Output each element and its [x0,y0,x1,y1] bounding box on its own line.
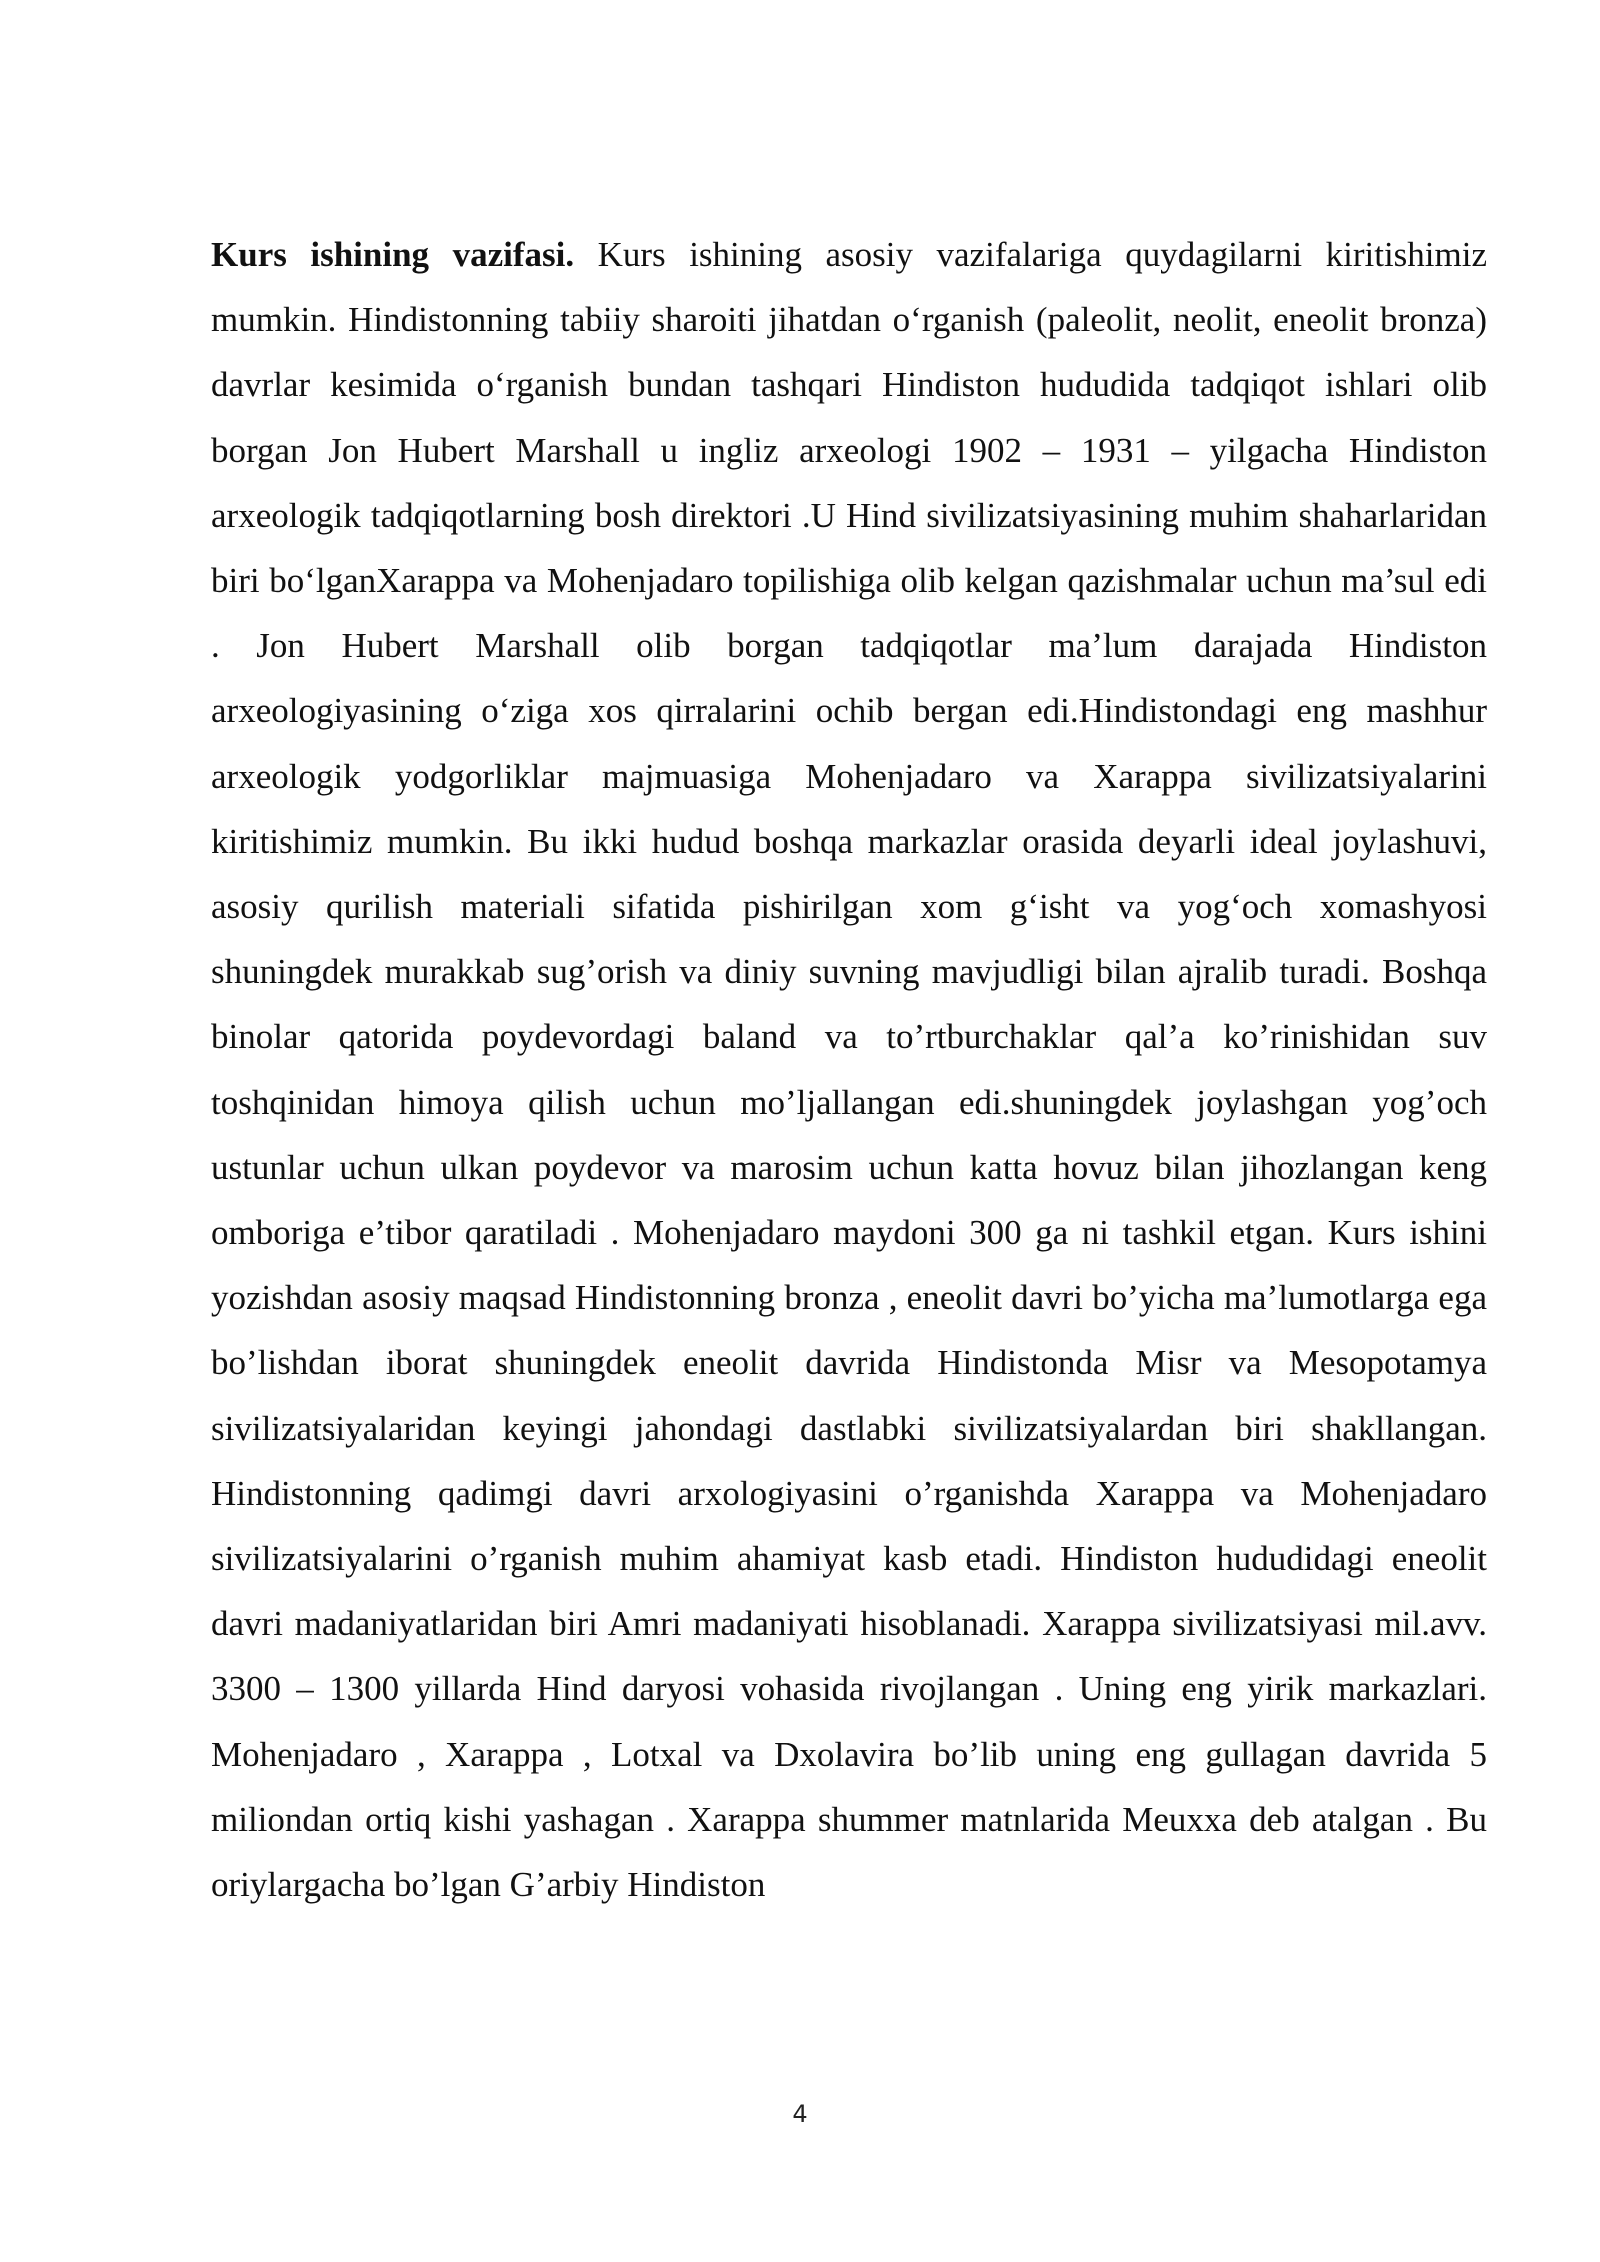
section-lead-title: Kurs ishining vazifasi. [211,235,575,274]
paragraph-text: Kurs ishining asosiy vazifalariga quydagilarni kiritishimiz mumkin. Hindistonning tabiiy sharoiti jihatdan o‘rganish (paleolit, neolit, eneolit bronza) davrlar kesimida o‘rganish bundan tashqari Hindiston hududida tadqiqot ishlari olib borgan Jon Hubert Marshall u ingliz arxeologi 1902 – 1931 – yilgacha Hindiston arxeologik tadqiqotlarning bosh direktori .U Hind sivilizatsiyasining muhim shaharlaridan biri bo‘lganXarappa va Mohenjadaro topilishiga olib kelgan qazishmalar uchun ma’sul edi . Jon Hubert Marshall olib borgan tadqiqotlar ma’lum darajada Hindiston arxeologiyasining o‘ziga xos qirralarini ochib bergan edi.Hindistondagi eng mashhur arxeologik yodgorliklar majmuasiga Mohenjadaro va Xarappa sivilizatsiyalarini kiritishimiz mumkin. Bu ikki hudud boshqa markazlar orasida deyarli ideal joylashuvi, asosiy qurilish materiali sifatida pishirilgan xom g‘isht va yog‘och xomashyosi shuningdek murakkab sug’orish va diniy suvning mavjudligi bilan ajralib turadi. Boshqa binolar qatorida poydevordagi baland va to’rtburchaklar qal’a ko’rinishidan suv toshqinidan himoya qilish uchun mo’ljallangan edi.shuningdek joylashgan yog’och ustunlar uchun ulkan poydevor va marosim uchun katta hovuz bilan jihozlangan keng omboriga e’tibor qaratiladi . Mohenjadaro maydoni 300 ga ni tashkil etgan. Kurs ishini yozishdan asosiy maqsad Hindistonning bronza , eneolit davri bo’yicha ma’lumotlarga ega bo’lishdan iborat shuningdek eneolit davrida Hindistonda Misr va Mesopotamya sivilizatsiyalaridan keyingi jahondagi dastlabki sivilizatsiyalardan biri shakllangan. Hindistonning qadimgi davri arxologiyasini o’rganishda Xarappa va Mohenjadaro sivilizatsiyalarini o’rganish muhim ahamiyat kasb etadi. Hindiston hududidagi eneolit davri madaniyatlaridan biri Amri madaniyati hisoblanadi. Xarappa sivilizatsiyasi mil.avv. 3300 – 1300 yillarda Hind daryosi vohasida rivojlangan . Uning eng yirik markazlari. Mohenjadaro , Xarappa , Lotxal va Dxolavira bo’lib uning eng gullagan davrida 5 miliondan ortiq kishi yashagan . Xarappa shummer matnlarida Meuxxa deb atalgan . Bu oriylargacha bo’lgan G’arbiy Hindiston [211,235,1487,1905]
body-paragraph [211,222,1487,1917]
page-number: 4 [792,2100,808,2128]
